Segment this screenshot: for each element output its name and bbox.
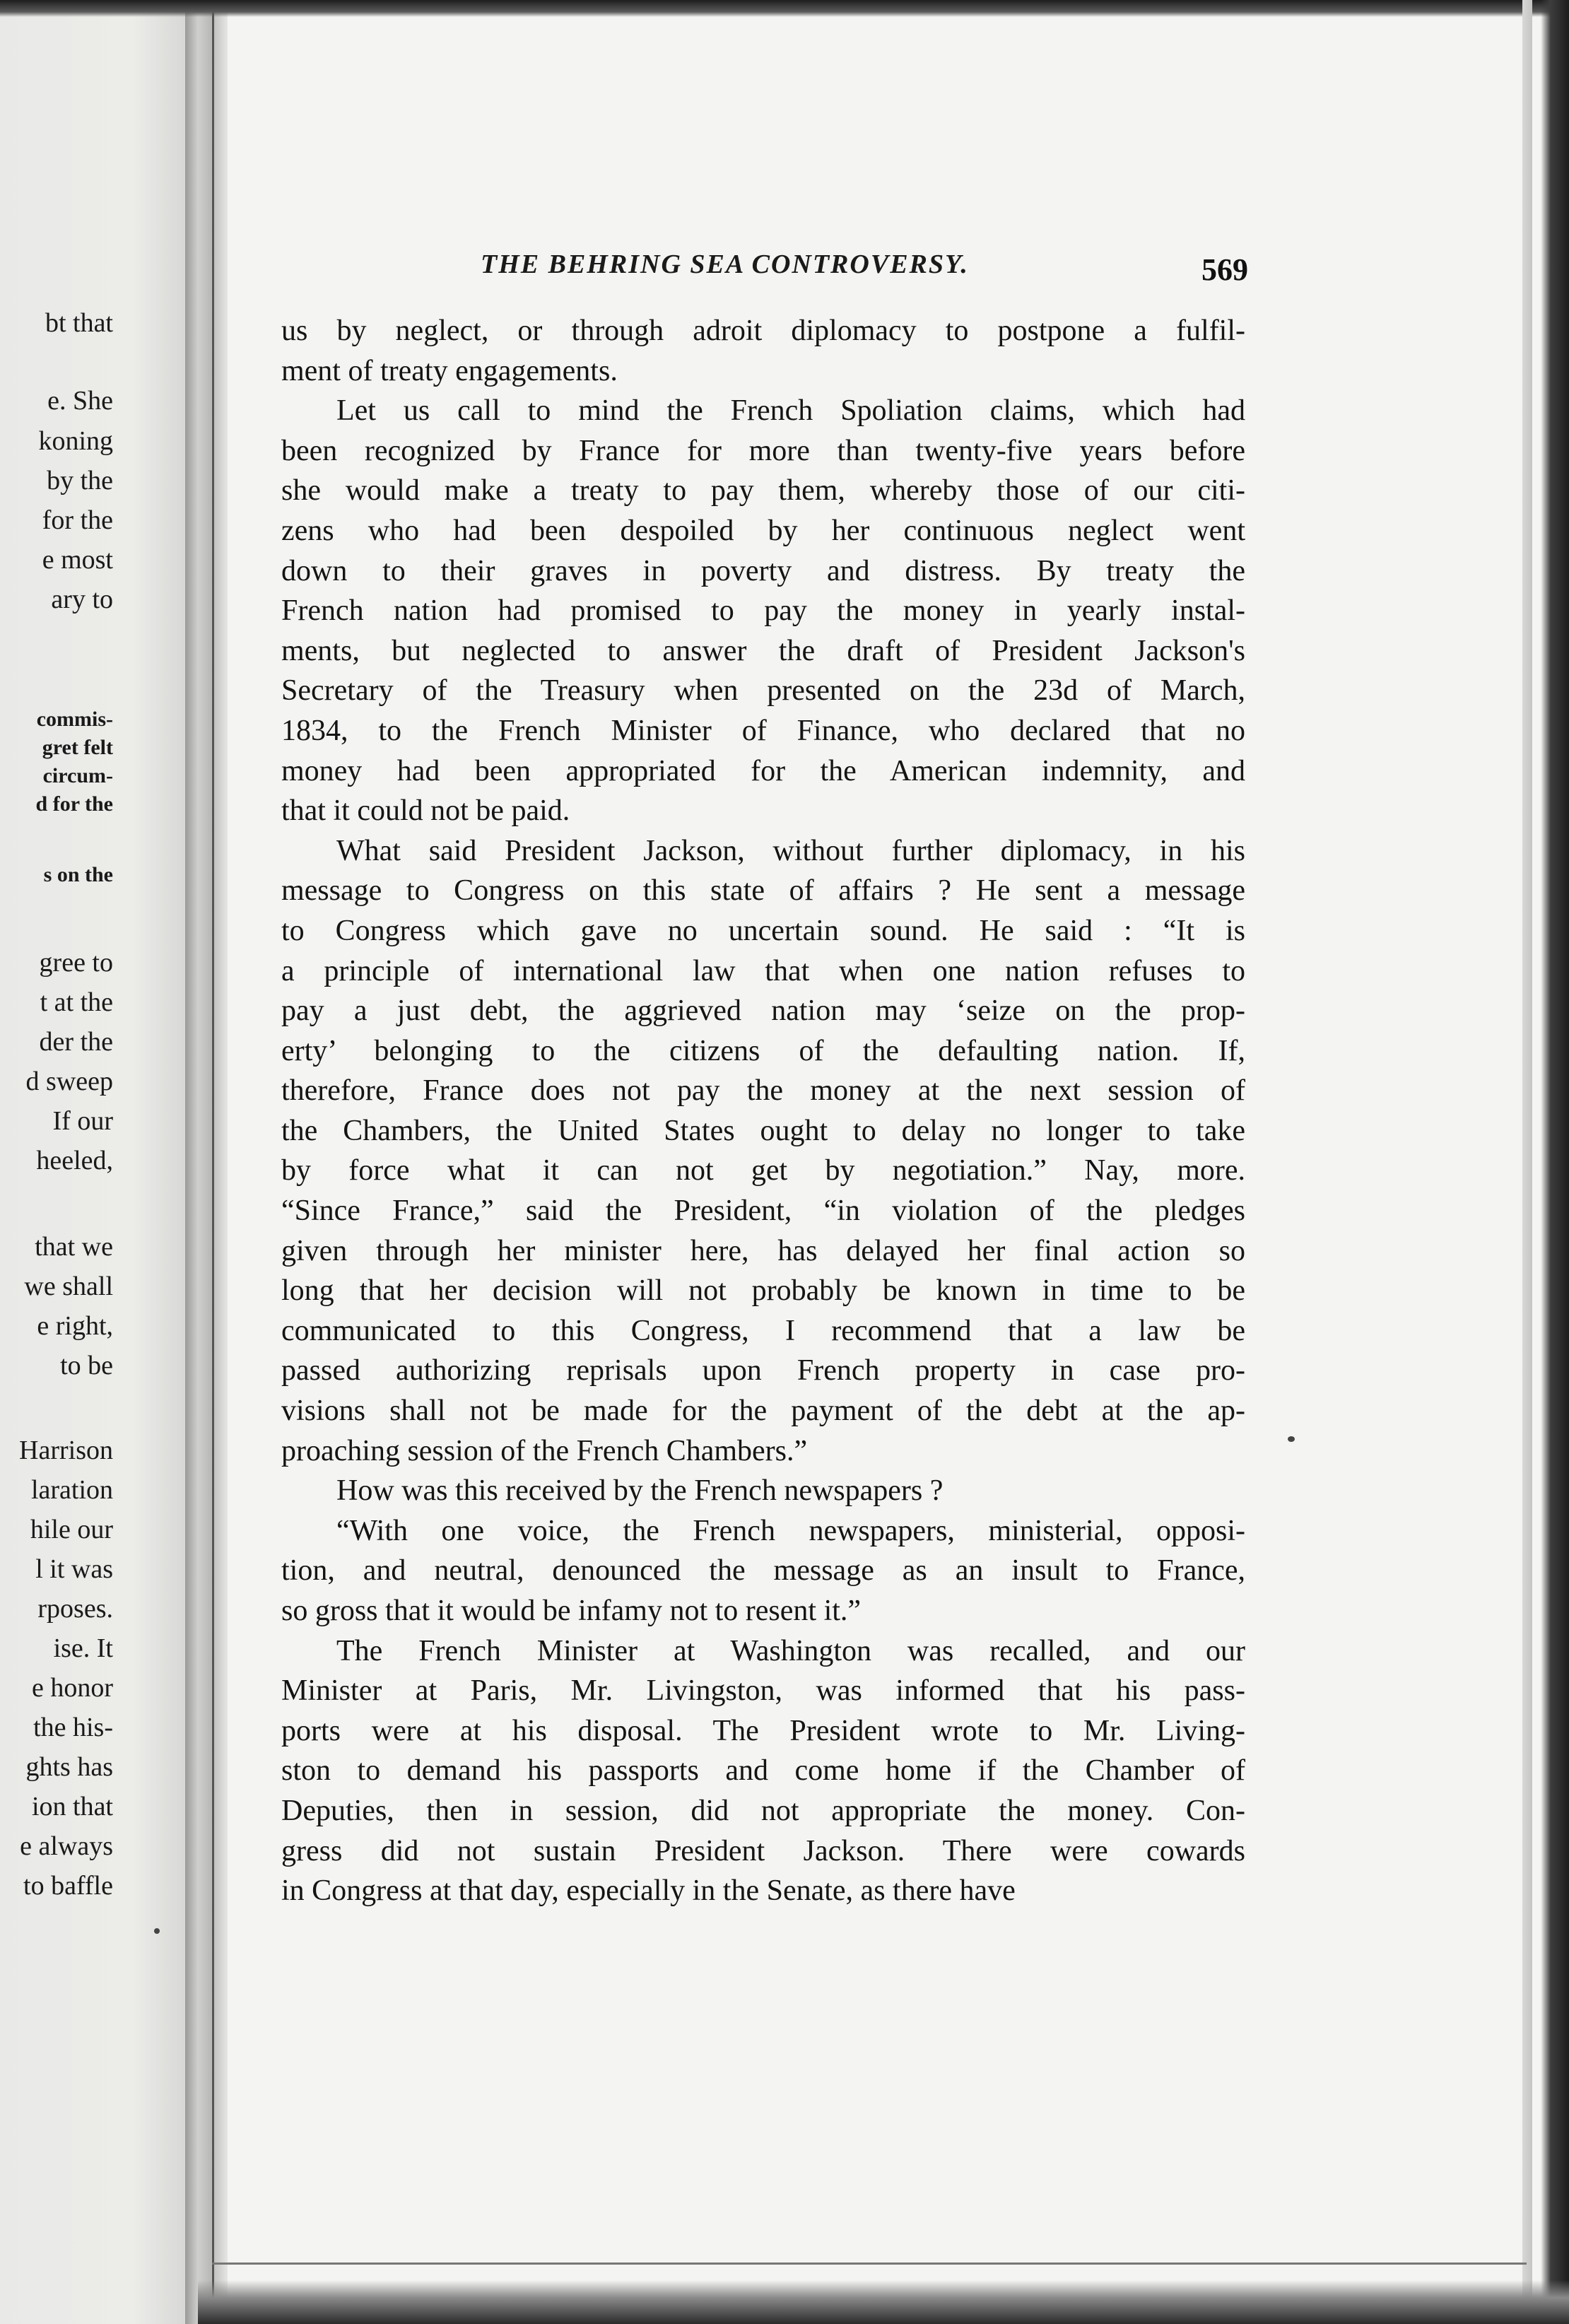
- facing-page-fragment: laration: [30, 1475, 113, 1505]
- text-line: the Chambers, the United States ought to delay no longer to take: [281, 1114, 1245, 1147]
- text-line: given through her minister here, has delayed her final action so: [281, 1234, 1245, 1267]
- facing-page-fragment: koning: [38, 426, 113, 456]
- text-line: us by neglect, or through adroit diplomacy to postpone a fulfil-: [281, 315, 1245, 347]
- text-line: by force what it can not get by negotiation.” Nay, more.: [281, 1154, 1245, 1187]
- text-line: passed authorizing reprisals upon French property in case pro-: [281, 1354, 1245, 1387]
- text-line: proaching session of the French Chambers.”: [281, 1434, 808, 1467]
- text-line: 1834, to the French Minister of Finance, who declared that no: [281, 714, 1245, 747]
- text-line: gress did not sustain President Jackson. There were cowards: [281, 1834, 1245, 1867]
- facing-page-fragment: gree to: [39, 948, 113, 978]
- ink-speck: [154, 1928, 160, 1934]
- facing-page-fragment: circum-: [42, 764, 113, 787]
- right-page-edge: [1522, 0, 1532, 2324]
- facing-page-fragment: t at the: [40, 987, 113, 1017]
- facing-page-fragment: d sweep: [25, 1067, 113, 1096]
- text-line: Secretary of the Treasury when presented on the 23d of March,: [281, 674, 1245, 708]
- text-line: down to their graves in poverty and distress. By treaty the: [281, 554, 1245, 587]
- facing-page-fragment: by the: [47, 466, 113, 495]
- text-line: Deputies, then in session, did not appropriate the money. Con-: [281, 1794, 1245, 1827]
- facing-page-fragment: d for the: [35, 792, 113, 816]
- facing-page-fragment: heeled,: [36, 1146, 113, 1175]
- facing-page-fragment: ise. It: [53, 1633, 113, 1663]
- text-line: Let us call to mind the French Spoliation claims, which had: [336, 394, 1245, 428]
- facing-page-fragment: e. She: [47, 386, 113, 416]
- text-line: money had been appropriated for the American indemnity, and: [281, 754, 1245, 787]
- text-line: erty’ belonging to the citizens of the defaulting nation. If,: [281, 1034, 1245, 1067]
- right-edge-shadow: [1541, 0, 1569, 2324]
- book-gutter: [185, 0, 228, 2324]
- facing-page-fragment: ary to: [51, 585, 113, 614]
- facing-page-fragment: s on the: [43, 863, 113, 886]
- text-line: zens who had been despoiled by her continuous neglect went: [281, 514, 1245, 547]
- text-line: pay a just debt, the aggrieved nation may ‘seize on the prop-: [281, 994, 1245, 1028]
- text-line: therefore, France does not pay the money at the next session of: [281, 1074, 1245, 1108]
- facing-page-fragment: we shall: [24, 1272, 113, 1301]
- facing-page-fragment: bt that: [45, 308, 113, 338]
- text-line: French nation had promised to pay the money in yearly instal-: [281, 594, 1245, 628]
- text-line: to Congress which gave no uncertain sound. He said : “It is: [281, 914, 1245, 947]
- text-line: “Since France,” said the President, “in violation of the pledges: [281, 1195, 1245, 1228]
- text-line: ments, but neglected to answer the draft of President Jackson's: [281, 634, 1245, 667]
- text-line: ment of treaty engagements.: [281, 354, 618, 387]
- facing-page-fragment: e honor: [31, 1673, 113, 1703]
- text-line: so gross that it would be infamy not to resent it.”: [281, 1595, 862, 1627]
- facing-page-fragment: to be: [60, 1351, 113, 1380]
- text-line: tion, and neutral, denounced the message as an insult to France,: [281, 1554, 1245, 1588]
- text-line: message to Congress on this state of affairs ? He sent a message: [281, 874, 1245, 908]
- facing-page-fragment: l it was: [35, 1554, 113, 1584]
- top-edge-shadow: [0, 0, 1569, 17]
- facing-page-fragment: the his-: [33, 1713, 113, 1742]
- facing-page-fragment: that we: [35, 1232, 113, 1262]
- facing-page-fragment: Harrison: [19, 1436, 113, 1465]
- body-text: [281, 311, 1245, 1911]
- text-line: in Congress at that day, especially in the Senate, as there have: [281, 1874, 1016, 1908]
- text-line: been recognized by France for more than twenty-five years before: [281, 434, 1245, 467]
- text-line: How was this received by the French newspapers ?: [336, 1474, 944, 1508]
- gutter-shadow-line: [212, 0, 214, 2324]
- bottom-page-edge: [212, 2263, 1527, 2265]
- text-line: The French Minister at Washington was recalled, and our: [336, 1634, 1245, 1667]
- facing-page-fragment: hile our: [30, 1515, 113, 1544]
- ink-speck: [1288, 1436, 1295, 1442]
- facing-page-fragment: for the: [42, 505, 113, 535]
- facing-page-left: [0, 0, 189, 2324]
- text-line: visions shall not be made for the payment of the debt at the ap-: [281, 1395, 1245, 1428]
- facing-page-text-fragments: [0, 0, 113, 2324]
- text-line: a principle of international law that when one nation refuses to: [281, 954, 1245, 987]
- text-line: communicated to this Congress, I recommend that a law be: [281, 1314, 1245, 1347]
- facing-page-fragment: gret felt: [42, 736, 113, 759]
- facing-page-fragment: e always: [20, 1831, 113, 1861]
- facing-page-fragment: e most: [42, 545, 113, 575]
- facing-page-fragment: to baffle: [23, 1871, 113, 1901]
- facing-page-fragment: rposes.: [37, 1594, 113, 1624]
- text-line: that it could not be paid.: [281, 794, 570, 828]
- facing-page-fragment: ghts has: [25, 1752, 113, 1782]
- facing-page-fragment: ion that: [31, 1792, 113, 1821]
- page-number: 569: [1201, 252, 1248, 287]
- text-line: “With one voice, the French newspapers, ministerial, opposi-: [336, 1514, 1245, 1547]
- text-line: ston to demand his passports and come home if the Chamber of: [281, 1754, 1245, 1788]
- facing-page-fragment: commis-: [36, 708, 113, 731]
- facing-page-fragment: der the: [39, 1027, 113, 1057]
- text-line: ports were at his disposal. The President wrote to Mr. Living-: [281, 1714, 1245, 1747]
- text-line: she would make a treaty to pay them, whereby those of our citi-: [281, 474, 1245, 507]
- facing-page-fragment: e right,: [37, 1311, 113, 1341]
- running-head: THE BEHRING SEA CONTROVERSY.: [481, 250, 969, 279]
- facing-page-fragment: If our: [52, 1106, 113, 1136]
- bottom-edge-shadow: [198, 2280, 1569, 2324]
- text-line: What said President Jackson, without further diplomacy, in his: [336, 834, 1245, 867]
- text-line: Minister at Paris, Mr. Livingston, was informed that his pass-: [281, 1674, 1245, 1708]
- text-line: long that her decision will not probably be known in time to be: [281, 1274, 1245, 1308]
